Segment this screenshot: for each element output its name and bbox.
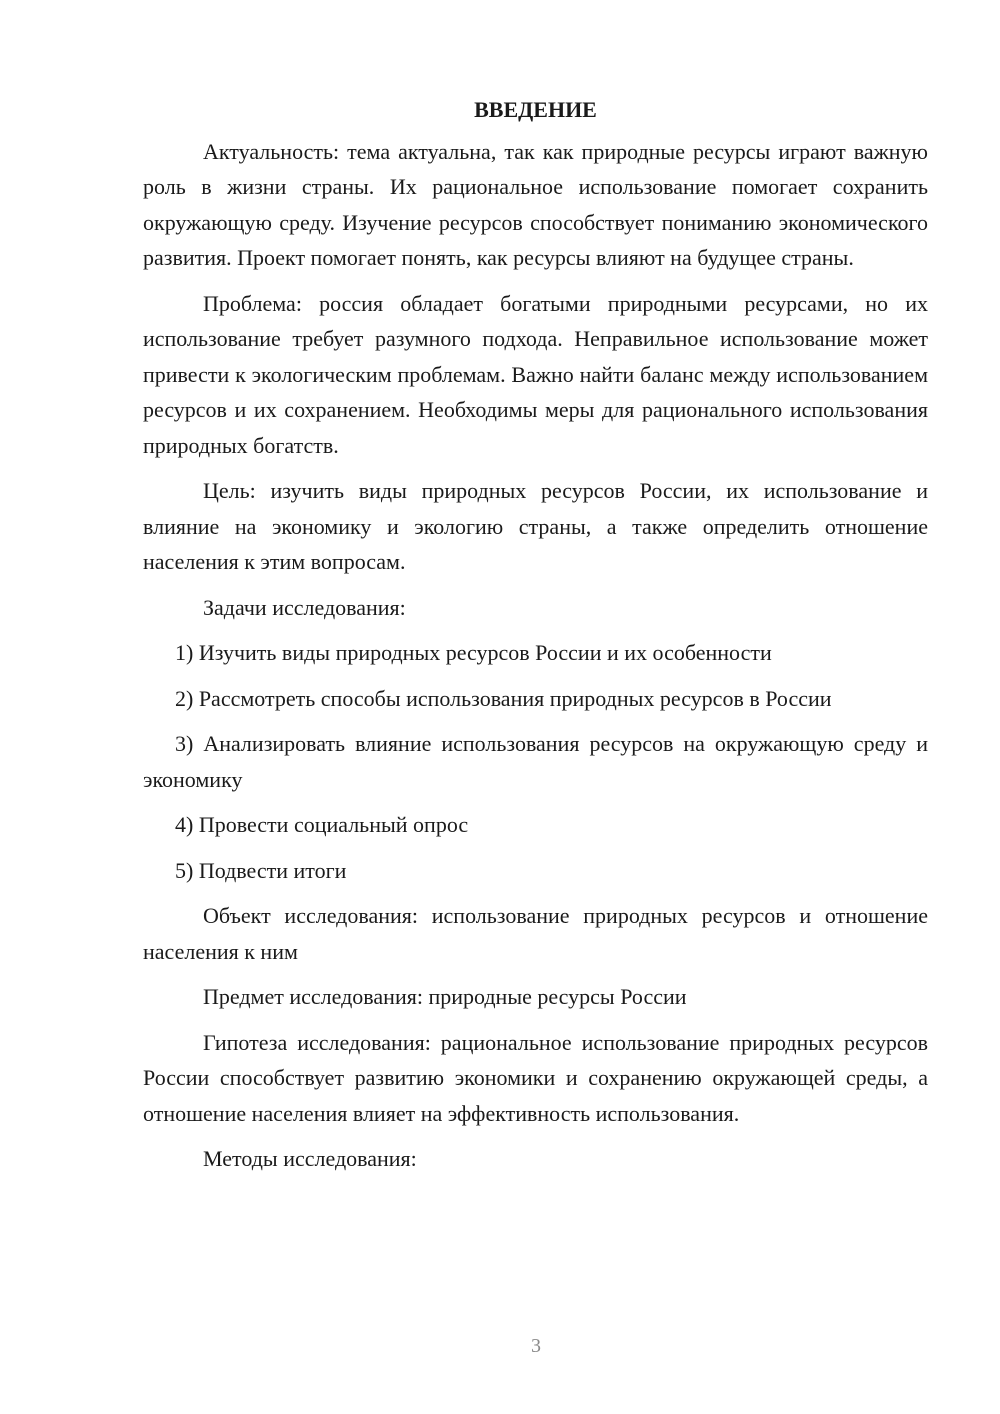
paragraph-object: Объект исследования: использование природных ресурсов и отношение населения к ним: [143, 903, 928, 964]
paragraph-hypothesis: Гипотеза исследования: рациональное использование природных ресурсов России способствует развитию экономики и сохранению окружающей среды, а отношение населения влияет на эффективность использования.: [143, 1029, 928, 1126]
paragraph-problem: Проблема: россия обладает богатыми природными ресурсами, но их использование требует разумного подхода. Неправильное использование может привести к экологическим проблемам. Важно найти баланс между использованием ресурсов и их сохранением. Необходимы меры для рационального использования природных богатств.: [143, 290, 928, 458]
paragraph-tasks-heading: Задачи исследования:: [203, 594, 406, 620]
paragraph-relevance: Актуальность: тема актуальна, так как природные ресурсы играют важную роль в жизни страны. Их рациональное использование помогает сохранить окружающую среду. Изучение ресурсов способствует пониманию экономического развития. Проект помогает понять, как ресурсы влияют на будущее страны.: [143, 138, 928, 270]
list-item: 1) Изучить виды природных ресурсов России и их особенности: [175, 640, 772, 665]
list-item: 5) Подвести итоги: [175, 857, 347, 883]
list-item: 2) Рассмотреть способы использования природных ресурсов в России: [175, 685, 832, 711]
list-item: 4) Провести социальный опрос: [175, 812, 469, 837]
section-title: ВВЕДЕНИЕ: [474, 97, 597, 122]
paragraph-subject: Предмет исследования: природные ресурсы России: [203, 984, 687, 1009]
page-number: 3: [531, 1335, 541, 1357]
paragraph-methods: Методы исследования:: [203, 1146, 417, 1171]
paragraph-goal: Цель: изучить виды природных ресурсов России, их использование и влияние на экономику и экологию страны, а также определить отношение населения к этим вопросам.: [143, 478, 928, 574]
list-item: 3) Анализировать влияние использования ресурсов на окружающую среду и экономику: [143, 731, 928, 792]
page-content: [143, 92, 928, 1187]
